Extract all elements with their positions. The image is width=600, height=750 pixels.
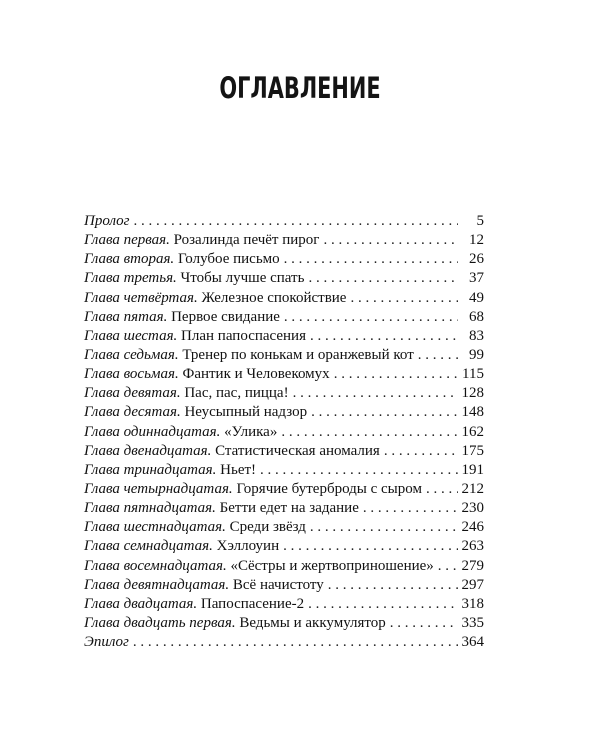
dot-leader (311, 403, 457, 422)
dot-leader (134, 212, 458, 231)
toc-page-number: 191 (461, 461, 484, 478)
toc-entry (84, 308, 484, 327)
toc-chapter-title: Горячие бутерброды с сыром (236, 480, 422, 497)
dot-leader (133, 633, 458, 652)
toc-entry-label (84, 614, 386, 633)
toc-chapter-number: Глава двадцать первая. (84, 614, 236, 631)
toc-chapter-number: Глава пятнадцатая. (84, 500, 216, 517)
toc-page-number: 175 (461, 442, 484, 459)
toc-entry-label (84, 403, 307, 422)
toc-page-number: 68 (469, 308, 484, 325)
toc-chapter-title: «Улика» (224, 423, 278, 440)
toc-entry-label (84, 269, 304, 288)
toc-entry-label (84, 576, 324, 595)
toc-entry (84, 442, 484, 461)
toc-entry-label (84, 231, 319, 250)
toc-page-number: 49 (469, 289, 484, 306)
toc-page-number: 297 (461, 576, 484, 593)
toc-entry (84, 250, 484, 269)
toc-entry (84, 480, 484, 499)
toc-chapter-number: Глава девятнадцатая. (84, 576, 230, 593)
toc-chapter-number: Пролог (84, 213, 130, 229)
toc-page-number: 263 (461, 538, 484, 555)
toc-chapter-number: Глава шестнадцатая. (84, 519, 226, 536)
dot-leader (328, 576, 458, 595)
dot-leader (293, 384, 458, 403)
toc-entry (84, 212, 484, 231)
toc-entry (84, 633, 484, 652)
dot-leader (308, 595, 457, 614)
toc-chapter-title: Неусыпный надзор (184, 404, 308, 421)
toc-page-number: 83 (469, 327, 484, 344)
toc-entry-label (84, 346, 414, 365)
toc-entry (84, 614, 484, 633)
toc-chapter-title: Папоспасение-2 (200, 595, 305, 612)
toc-chapter-title: План папоспасения (181, 327, 306, 344)
toc-entry-label (84, 595, 304, 614)
dot-leader (260, 461, 457, 480)
toc-chapter-title: Первое свидание (171, 308, 280, 325)
toc-chapter-number: Глава семнадцатая. (84, 538, 213, 555)
dot-leader (438, 557, 458, 576)
toc-entry-label (84, 537, 279, 556)
toc-entry-label (84, 384, 289, 403)
toc-page-number: 115 (462, 366, 484, 383)
toc-page-number: 212 (461, 480, 484, 497)
dot-leader (384, 442, 458, 461)
toc-chapter-title: Железное спокойствие (201, 289, 347, 306)
toc-chapter-number: Глава одиннадцатая. (84, 423, 221, 440)
toc-entry-label (84, 633, 129, 652)
toc-entry (84, 403, 484, 422)
toc-chapter-number: Глава седьмая. (84, 346, 179, 363)
page-title: ОГЛАВЛЕНИЕ (219, 71, 381, 106)
toc-entry (84, 365, 484, 384)
toc-entry (84, 327, 484, 346)
toc-entry-label (84, 480, 422, 499)
toc-chapter-title: Статистическая аномалия (215, 442, 380, 459)
toc-entry (84, 423, 484, 442)
toc-entry (84, 557, 484, 576)
dot-leader (363, 499, 458, 518)
toc-entry-label (84, 365, 330, 384)
toc-chapter-number: Глава десятая. (84, 404, 181, 421)
toc-chapter-number: Глава четырнадцатая. (84, 480, 233, 497)
toc-chapter-title: Бетти едет на задание (219, 500, 359, 517)
toc-entry-label (84, 423, 277, 442)
toc-entry (84, 595, 484, 614)
toc-entry (84, 231, 484, 250)
table-of-contents (84, 212, 484, 652)
toc-entry (84, 289, 484, 308)
toc-page-number: 162 (461, 423, 484, 440)
toc-page-number: 364 (461, 634, 484, 651)
toc-chapter-title: Голубое письмо (177, 251, 280, 268)
toc-entry (84, 537, 484, 556)
toc-chapter-title: Хэллоуин (216, 538, 280, 555)
toc-page-number: 5 (476, 213, 484, 229)
toc-page-number: 99 (469, 346, 484, 363)
toc-chapter-title: Ньет! (220, 461, 257, 478)
toc-page-number: 246 (461, 519, 484, 536)
toc-chapter-number: Глава двадцатая. (84, 595, 198, 612)
toc-chapter-number: Эпилог (84, 634, 129, 651)
toc-chapter-number: Глава тринадцатая. (84, 461, 217, 478)
toc-chapter-title: Розалинда печёт пирог (173, 232, 320, 249)
toc-page-number: 128 (461, 385, 484, 402)
toc-entry-label (84, 250, 280, 269)
toc-entry (84, 576, 484, 595)
toc-entry-label (84, 557, 434, 576)
toc-page-number: 335 (461, 614, 484, 631)
toc-chapter-number: Глава вторая. (84, 251, 175, 268)
toc-entry-label (84, 461, 256, 480)
toc-chapter-number: Глава шестая. (84, 327, 178, 344)
toc-entry (84, 499, 484, 518)
toc-chapter-title: Тренер по конькам и оранжевый кот (182, 346, 414, 363)
dot-leader (310, 327, 458, 346)
toc-entry (84, 384, 484, 403)
dot-leader (426, 480, 458, 499)
dot-leader (308, 269, 458, 288)
toc-page-number: 318 (461, 595, 484, 612)
toc-entry-label (84, 308, 280, 327)
toc-entry-label (84, 289, 346, 308)
dot-leader (284, 308, 458, 327)
toc-chapter-number: Глава четвёртая. (84, 289, 198, 306)
toc-chapter-number: Глава пятая. (84, 308, 168, 325)
dot-leader (310, 518, 458, 537)
toc-entry-label (84, 499, 359, 518)
toc-entry-label (84, 518, 306, 537)
toc-page-number: 12 (469, 232, 484, 249)
toc-entry (84, 269, 484, 288)
toc-chapter-number: Глава первая. (84, 232, 170, 249)
toc-chapter-title: Фантик и Человекомух (182, 366, 330, 383)
toc-chapter-number: Глава восьмая. (84, 366, 179, 383)
dot-leader (284, 250, 458, 269)
toc-chapter-number: Глава девятая. (84, 385, 181, 402)
toc-chapter-title: Ведьмы и аккумулятор (239, 614, 386, 631)
toc-page-number: 279 (461, 557, 484, 574)
dot-leader (390, 614, 458, 633)
toc-entry-label (84, 212, 130, 231)
dot-leader (283, 537, 457, 556)
toc-entry-label (84, 327, 306, 346)
toc-chapter-number: Глава восемнадцатая. (84, 557, 227, 574)
toc-chapter-number: Глава третья. (84, 270, 177, 287)
toc-chapter-title: Среди звёзд (229, 519, 306, 536)
toc-page-number: 37 (469, 270, 484, 287)
dot-leader (281, 423, 457, 442)
toc-entry (84, 461, 484, 480)
toc-entry-label (84, 442, 380, 461)
toc-page-number: 26 (469, 251, 484, 268)
dot-leader (323, 231, 458, 250)
toc-page-number: 148 (461, 404, 484, 421)
toc-entry (84, 518, 484, 537)
toc-chapter-title: Всё начистоту (232, 576, 324, 593)
toc-chapter-title: Чтобы лучше спать (180, 270, 305, 287)
dot-leader (350, 289, 458, 308)
toc-chapter-title: «Сёстры и жертвоприношение» (230, 557, 434, 574)
toc-chapter-number: Глава двенадцатая. (84, 442, 212, 459)
dot-leader (334, 365, 458, 384)
toc-chapter-title: Пас, пас, пицца! (184, 385, 289, 402)
toc-page-number: 230 (461, 500, 484, 517)
dot-leader (418, 346, 458, 365)
toc-entry (84, 346, 484, 365)
